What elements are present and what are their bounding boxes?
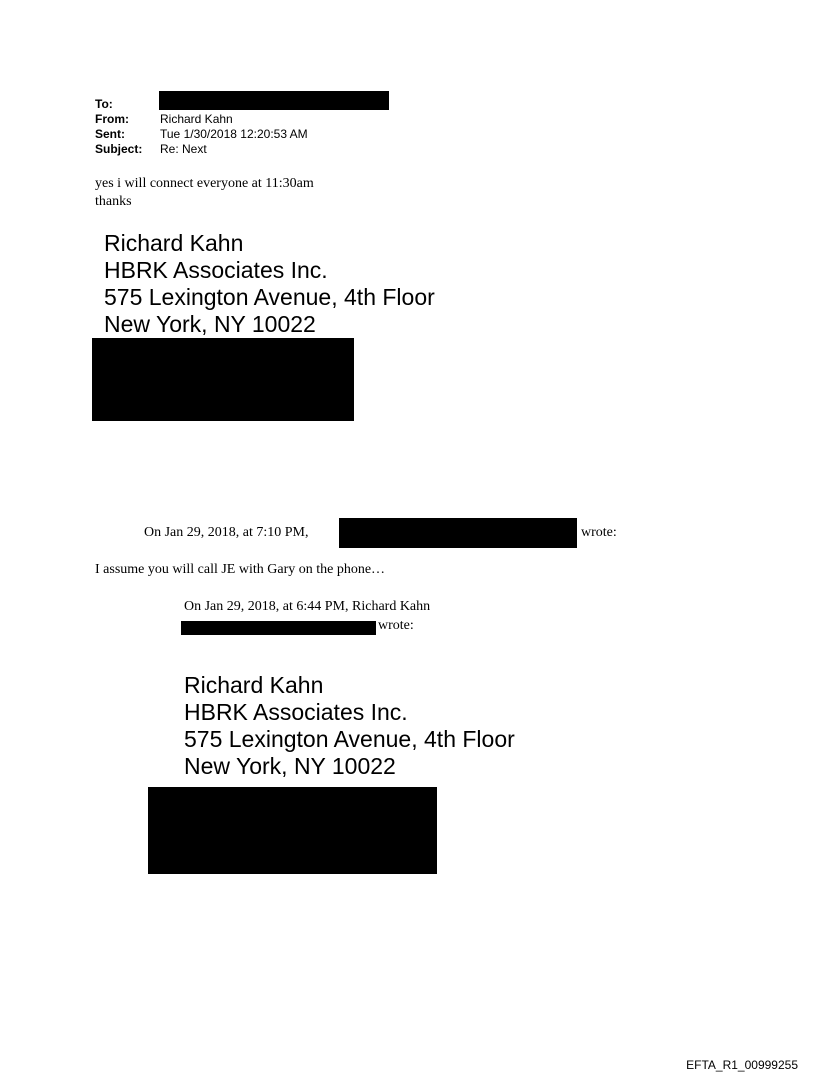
from-label: From: (95, 112, 129, 126)
signature-company: HBRK Associates Inc. (104, 257, 328, 283)
subject-value: Re: Next (160, 142, 207, 156)
from-value: Richard Kahn (160, 112, 233, 126)
to-label: To: (95, 97, 113, 111)
signature-name: Richard Kahn (104, 230, 244, 256)
document-id: EFTA_R1_00999255 (686, 1058, 798, 1072)
signature-address: 575 Lexington Avenue, 4th Floor (104, 284, 435, 310)
quote-wrote: wrote: (378, 618, 414, 633)
redacted-recipient (159, 91, 389, 110)
subject-label: Subject: (95, 142, 143, 156)
redacted-contact-block (92, 338, 354, 421)
message-line-2: thanks (95, 194, 132, 209)
signature-company: HBRK Associates Inc. (184, 699, 408, 725)
redacted-email-address (181, 621, 376, 635)
quote-body: I assume you will call JE with Gary on the phone… (95, 562, 386, 577)
redacted-sender (339, 518, 577, 548)
message-line-1: yes i will connect everyone at 11:30am (95, 176, 314, 191)
signature-city: New York, NY 10022 (104, 311, 316, 337)
signature-name: Richard Kahn (184, 672, 324, 698)
signature-city: New York, NY 10022 (184, 753, 396, 779)
signature-address: 575 Lexington Avenue, 4th Floor (184, 726, 515, 752)
redacted-contact-block (148, 787, 437, 874)
sent-value: Tue 1/30/2018 12:20:53 AM (160, 127, 308, 141)
quote-intro: On Jan 29, 2018, at 6:44 PM, Richard Kahn (184, 599, 431, 614)
sent-label: Sent: (95, 127, 125, 141)
quote-wrote: wrote: (581, 525, 617, 540)
quote-intro: On Jan 29, 2018, at 7:10 PM, (144, 525, 309, 540)
